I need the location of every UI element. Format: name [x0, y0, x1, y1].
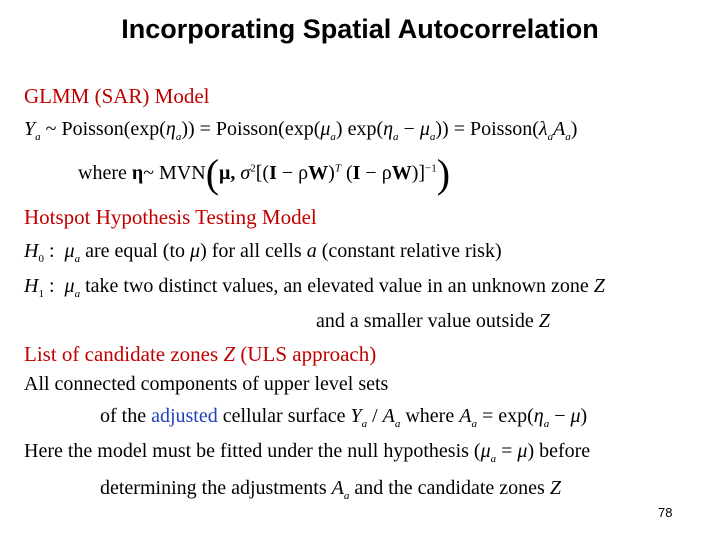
slide-title: Incorporating Spatial Autocorrelation	[121, 14, 599, 44]
glmm-heading: GLMM (SAR) Model	[24, 84, 210, 108]
candidates-line-2: of the adjusted cellular surface $Y_a / A_a$ where $A_a = \exp(\eta_a - \mu)$	[100, 405, 588, 430]
candidates-line-3: Here the model must be fitted under the null hypothesis $(\mu_a = \mu)$ before	[24, 440, 591, 465]
page-number: 78	[658, 505, 673, 520]
candidates-heading: List of candidate zones Z (ULS approach)	[24, 342, 377, 366]
glmm-equation-2: where η~ MVN(μ, $\sigma^2[(I - \rho W)^T$ (I − ρW)]$^{-1}$)	[78, 151, 451, 196]
hotspot-heading: Hotspot Hypothesis Testing Model	[24, 205, 317, 229]
h1-hypothesis: $H_1$ : $\mu_a$ take two distinct values, an elevated value in an unknown zone Z	[24, 275, 605, 300]
h0-hypothesis: $H_0$ : $\mu_a$ are equal (to μ) for all cells a (constant relative risk)	[24, 240, 502, 265]
candidates-line-4: determining the adjustments $A_a$ and the candidate zones Z	[100, 477, 561, 502]
h1-continuation: and a smaller value outside Z	[316, 310, 550, 332]
glmm-equation-1: $Y_a$ ~ $Poisson(\exp(\eta_a))$ = $Poisson(\exp(\mu_a) \exp(\eta_a - \mu_a))$ = $Poisson(\lambda_aA_a)$	[24, 118, 578, 143]
candidates-line-1: All connected components of upper level sets	[24, 373, 389, 395]
